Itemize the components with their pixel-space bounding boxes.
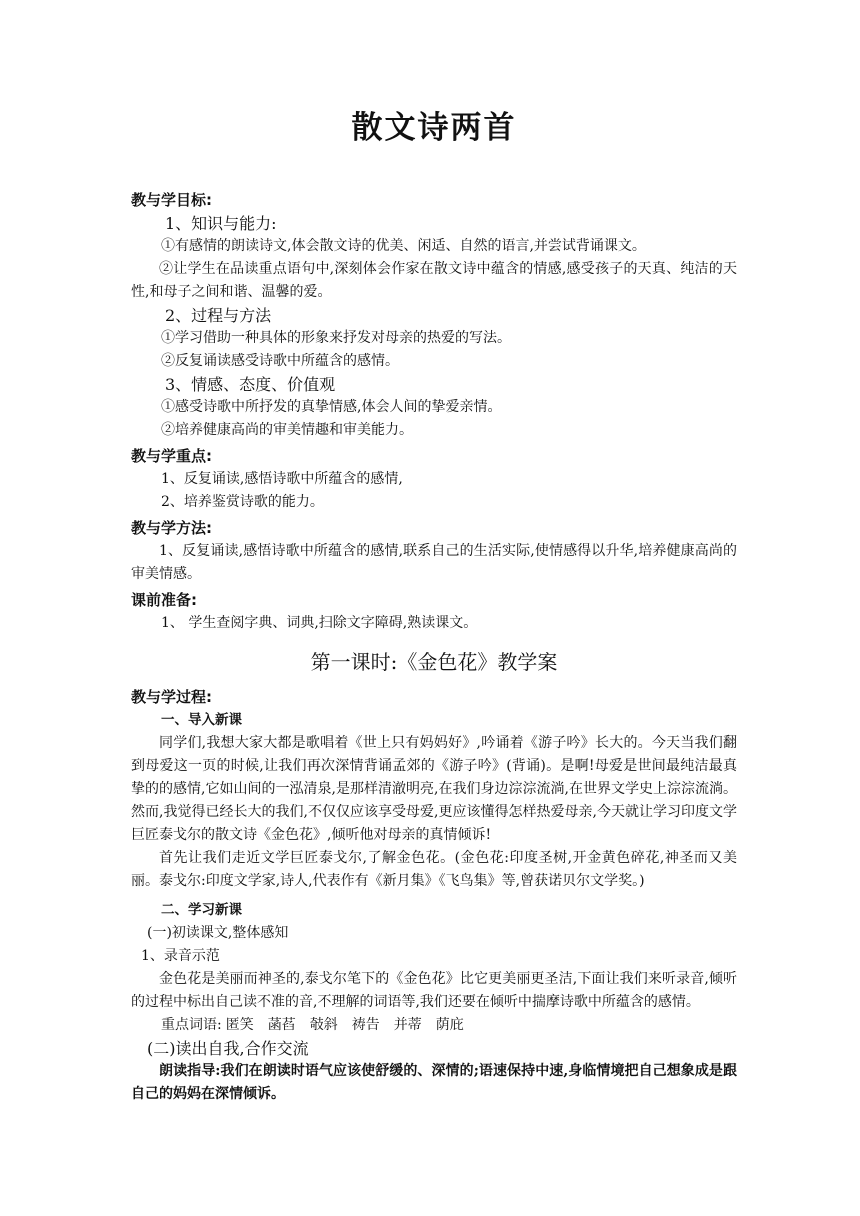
goal-1-2: ②让学生在品读重点语句中,深刻体会作家在散文诗中蕴含的情感,感受孩子的天真、纯洁的天性,和母子之间和谐、温馨的爱。 [131,261,737,300]
key-terms [131,1014,737,1037]
process-subsection-1: (一)初读课文,整体感知 [147,925,289,941]
term-5: 并蒂 [393,1017,422,1033]
process-paragraph-3: 金色花是美丽而神圣的,泰戈尔笔下的《金色花》比它更美丽更圣洁,下面让我们来听录音,倾听的过程中标出自己读不准的音,不理解的词语等,我们还要在倾听中揣摩诗歌中所蕴含的感情。 [131,971,737,1010]
goal-3-1: ①感受诗歌中所抒发的真挚情感,体会人间的挚爱亲情。 [161,399,502,415]
term-6: 荫庇 [435,1017,464,1033]
method-heading: 教与学方法: [131,519,212,537]
process-heading: 教与学过程: [131,688,212,706]
goal-2-1: ①学习借助一种具体的形象来抒发对母亲的热爱的写法。 [161,330,511,346]
goal-section-2: 2、过程与方法 [165,306,272,325]
goal-1-1: ①有感情的朗读诗文,体会散文诗的优美、闲适、自然的语言,并尝试背诵课文。 [161,238,646,254]
goal-3-2: ②培养健康高尚的审美情趣和审美能力。 [161,422,413,438]
process-paragraph-1: 同学们,我想大家大都是歌唱着《世上只有妈妈好》,吟诵着《游子吟》长大的。今天当我们翻到母爱这一页的时候,让我们再次深情背诵孟郊的《游子吟》(背诵)。是啊!母爱是世间最纯洁最真挚的的感情,它如山间的一泓清泉,是那样清澈明亮,在我们身边淙淙流淌,在世界文学史上淙淙流淌。然而,我觉得已经长大的我们,不仅仅应该享受母爱,更应该懂得怎样热爱母亲,今天就让学习印度文学巨匠泰戈尔的散文诗《金色花》,倾听他对母亲的真情倾诉! [131,735,737,843]
process-paragraph-4: 朗读指导:我们在朗读时语气应该使舒缓的、深情的;语速保持中速,身临情境把自己想象成是跟自己的妈妈在深情倾诉。 [131,1063,737,1102]
key-terms-label: 重点词语: [161,1017,222,1033]
process-paragraph-2: 首先让我们走近文学巨匠泰戈尔,了解金色花。(金色花:印度圣树,开金黄色碎花,神圣而又美丽。泰戈尔:印度文学家,诗人,代表作有《新月集》《飞鸟集》等,曾获诺贝尔文学奖。) [131,850,737,889]
process-subsection-2: (二)读出自我,合作交流 [147,1039,309,1058]
goal-section-1: 1、知识与能力: [165,214,277,233]
goals-heading: 教与学目标: [131,191,212,209]
process-part-1: 一、导入新课 [161,712,242,728]
focus-item-2: 2、培养鉴赏诗歌的能力。 [161,494,324,510]
process-part-2: 二、学习新课 [161,902,242,918]
document-body [131,104,737,1106]
method-item-1: 1、反复诵读,感悟诗歌中所蕴含的感情,联系自己的生活实际,使情感得以升华,培养健康高尚的审美情感。 [131,543,737,582]
term-4: 祷告 [351,1017,380,1033]
goal-2-2: ②反复诵读感受诗歌中所蕴含的感情。 [161,353,399,369]
term-3: 攲斜 [309,1017,338,1033]
process-subsection-1-item: 1、录音示范 [141,948,220,964]
prep-heading: 课前准备: [131,591,197,609]
term-2: 菡萏 [267,1017,296,1033]
lesson-title: 第一课时:《金色花》教学案 [310,650,558,674]
focus-item-1: 1、反复诵读,感悟诗歌中所蕴含的感情, [161,471,403,487]
goal-section-3: 3、情感、态度、价值观 [165,375,336,394]
page-title: 散文诗两首 [351,110,517,146]
focus-heading: 教与学重点: [131,447,212,465]
term-1: 匿笑 [225,1017,254,1033]
prep-item-1: 1、 学生查阅字典、词典,扫除文字障碍,熟读课文。 [161,615,478,631]
